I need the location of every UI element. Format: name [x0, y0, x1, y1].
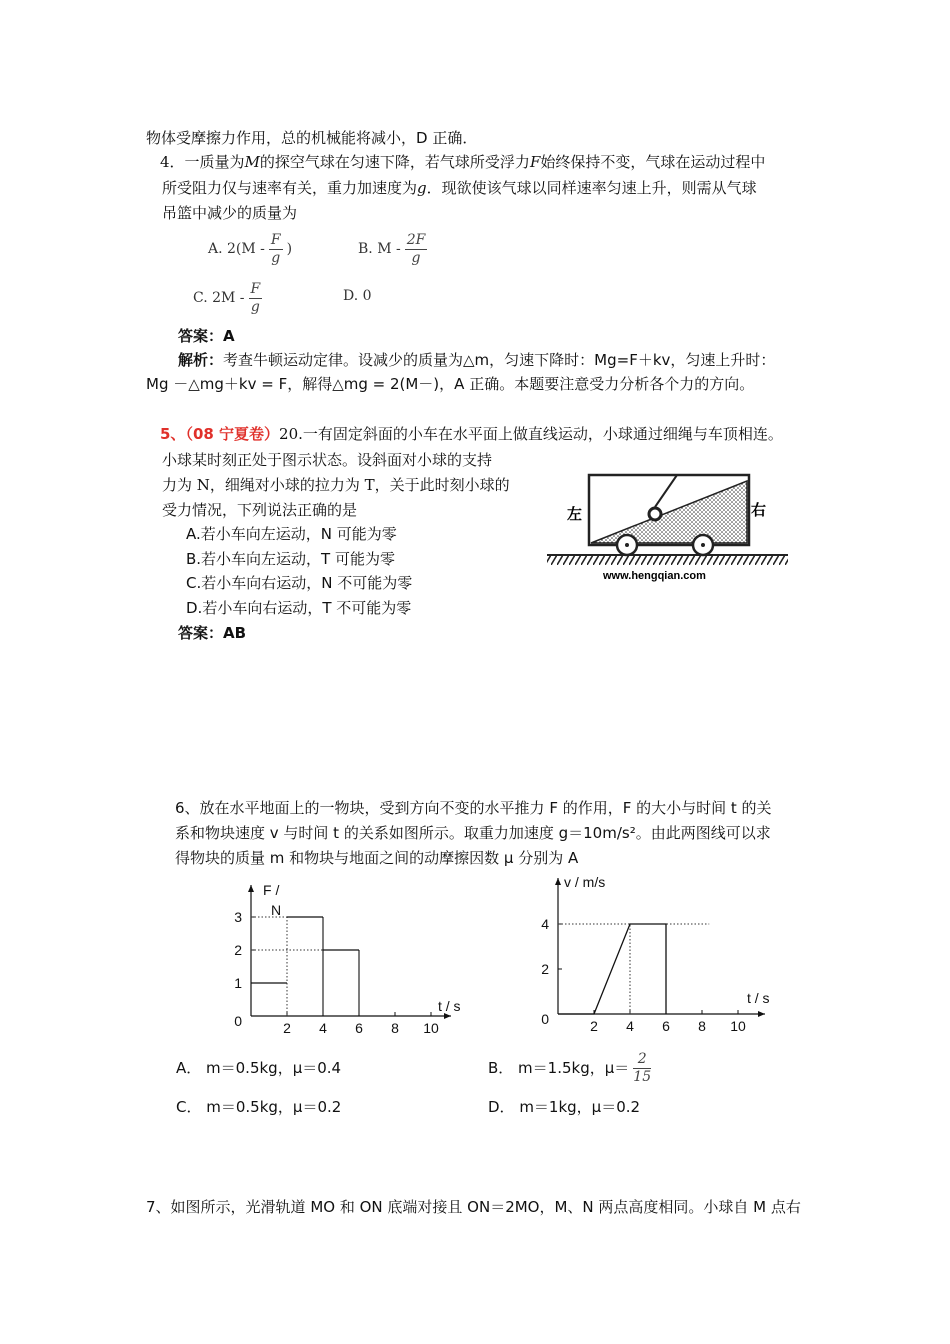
ground-hatch: [547, 556, 788, 565]
chart-velocity-time: [535, 870, 795, 1045]
v-chart-x-arrow: [758, 1011, 765, 1017]
q4-option-a: [208, 229, 292, 269]
q6-option-b-num: 2: [633, 1051, 651, 1069]
q6-option-b-den: 15: [633, 1069, 652, 1085]
intro-line: 物体受摩擦力作用，总的机械能将减小，D 正确．: [146, 129, 478, 147]
q6-stem-2: 系和物块速度 v 与时间 t 的关系如图所示。取重力加速度 g＝10m/s²。由此两图线可以求: [175, 824, 771, 842]
v-chart-y-label: v / m/s: [564, 874, 606, 890]
q6-option-b-pre: B． m＝1.5kg，μ＝: [488, 1059, 630, 1077]
v-chart-y-tick-2: 2: [541, 961, 549, 977]
q4-answer-value: A: [223, 327, 235, 345]
q7-stem-1: 7、如图所示，光滑轨道 MO 和 ON 底端对接且 ON＝2MO，M、N 两点高度相同。小球自 M 点右: [146, 1198, 801, 1216]
q4-stem-c: 始终保持不变，气球在运动过程中: [540, 153, 766, 171]
q6-option-a: A． m＝0.5kg，μ＝0.4: [176, 1059, 342, 1077]
q5-stem-1: 20.一有固定斜面的小车在水平面上做直线运动，小球通过细绳与车顶相连。: [279, 425, 783, 443]
v-chart-x-tick-2: 2: [590, 1018, 598, 1034]
f-chart-y-tick-0: 0: [234, 1013, 242, 1029]
v-chart-y-tick-0: 0: [541, 1011, 549, 1027]
q4-option-b-fraction: [405, 232, 428, 267]
incline: [591, 481, 747, 543]
f-chart-x-tick-10: 10: [423, 1020, 439, 1036]
ball: [649, 508, 661, 520]
f-chart-x-label: t / s: [438, 998, 461, 1014]
f-chart-y-tick-3: 3: [234, 909, 242, 925]
v-chart-x-tick-10: 10: [730, 1018, 746, 1034]
q6-stem-1: 6、放在水平地面上的一物块，受到方向不变的水平推力 F 的作用，F 的大小与时间 t 的关: [175, 799, 772, 817]
q5-stem-2: 小球某时刻正处于图示状态。设斜面对小球的支持: [162, 451, 493, 469]
q5-option-b: B.若小车向左运动，T 可能为零: [186, 550, 395, 568]
q5-option-d: D.若小车向右运动，T 不可能为零: [186, 599, 412, 617]
q5-source: （08 宁夏卷）: [185, 425, 280, 443]
q4-option-a-num: F: [270, 231, 281, 248]
v-chart-x-tick-4: 4: [626, 1018, 634, 1034]
q4-option-a-fraction: [269, 232, 283, 267]
q6-option-b-fraction: [633, 1051, 651, 1086]
v-chart-y-tick-4: 4: [541, 916, 549, 932]
q4-line-1: [160, 152, 765, 172]
v-chart-x-label: t / s: [747, 990, 770, 1006]
q5-cart-figure: [545, 455, 790, 585]
q4-var-g: g: [417, 179, 427, 197]
f-chart-x-tick-8: 8: [391, 1020, 399, 1036]
q6-stem-3: 得物块的质量 m 和物块与地面之间的动摩擦因数 μ 分别为 A: [175, 849, 579, 867]
v-chart-x-tick-6: 6: [662, 1018, 670, 1034]
label-left: 左: [567, 506, 583, 523]
q4-analysis-label: 解析：: [178, 351, 224, 369]
q4-answer: [178, 326, 235, 346]
string: [655, 475, 677, 507]
label-right: 右: [751, 502, 767, 519]
q5-line-1: [160, 424, 783, 444]
f-chart-x-tick-6: 6: [355, 1020, 363, 1036]
f-chart-x-tick-4: 4: [319, 1020, 327, 1036]
q4-option-b-num: 2F: [406, 231, 426, 248]
q4-line2-text: 所受阻力仅与速率有关，重力加速度为: [162, 179, 418, 197]
watermark: www.hengqian.com: [603, 570, 706, 582]
q4-stem-b: 的探空气球在匀速下降，若气球所受浮力: [259, 153, 530, 171]
axle-left: [625, 543, 629, 547]
q4-answer-label: 答案：: [178, 327, 224, 345]
f-chart-y-arrow: [248, 885, 254, 892]
f-chart-y-label-line-2: N: [271, 902, 282, 918]
q5-answer-label: 答案：: [178, 624, 224, 642]
q4-option-c: [193, 278, 266, 318]
q6-option-c: C． m＝0.5kg，μ＝0.2: [176, 1098, 342, 1116]
f-chart-y-label: [263, 882, 281, 918]
q4-analysis-2: Mg －△mg＋kv = F，解得△mg = 2(M－)，A 正确。本题要注意受力分析各个力的方向。: [146, 375, 755, 393]
q6-option-d: D． m＝1kg，μ＝0.2: [488, 1098, 641, 1116]
q5-option-a: A.若小车向左运动，N 可能为零: [186, 525, 397, 543]
chart-force-time: [225, 875, 490, 1045]
q4-option-b: [358, 229, 431, 269]
v-chart-y-arrow: [555, 878, 561, 885]
q4-stem-a: 一质量为: [184, 153, 245, 171]
q5-number: 5、: [160, 425, 186, 443]
q5-answer-value: AB: [223, 624, 247, 642]
q4-number: 4．: [160, 153, 185, 171]
q4-line-2: [162, 178, 757, 198]
q6-option-b: [488, 1048, 655, 1088]
q5-stem-4: 受力情况，下列说法正确的是: [162, 501, 358, 519]
f-chart-x-tick-2: 2: [283, 1020, 291, 1036]
q4-option-c-num: F: [250, 280, 261, 297]
q4-option-c-den: g: [250, 298, 260, 315]
q5-stem-3: 力为 N，细绳对小球的拉力为 T，关于此时刻小球的: [162, 476, 510, 494]
f-chart-y-tick-2: 2: [234, 942, 242, 958]
q4-line2-end: ．现欲使该气球以同样速率匀速上升，则需从气球: [426, 179, 757, 197]
q4-var-M: M: [244, 153, 260, 171]
f-chart-y-tick-1: 1: [234, 975, 242, 991]
q4-option-a-den: g: [271, 249, 281, 266]
q4-analysis-text-1: 考查牛顿运动定律。设减少的质量为△m，匀速下降时：Mg=F＋kv，匀速上升时：: [223, 351, 776, 369]
v-chart-x-tick-8: 8: [698, 1018, 706, 1034]
axle-right: [701, 543, 705, 547]
q4-option-d: D. 0: [343, 288, 372, 304]
q4-option-c-fraction: [249, 281, 263, 316]
q4-line-3: 吊篮中减少的质量为: [162, 204, 298, 222]
q4-option-b-den: g: [411, 249, 421, 266]
q4-option-b-pre: B. M -: [358, 241, 401, 257]
q5-option-c: C.若小车向右运动，N 不可能为零: [186, 574, 413, 592]
q4-option-a-post: ): [286, 241, 293, 257]
v-chart-series-line: [558, 924, 666, 1014]
f-chart-y-label-line-1: F /: [263, 882, 280, 898]
q4-option-a-pre: A. 2(M -: [208, 241, 265, 257]
q4-analysis-1: [178, 350, 775, 370]
q5-answer: [178, 623, 246, 643]
q4-var-F: F: [529, 153, 541, 171]
q4-option-c-pre: C. 2M -: [193, 290, 245, 306]
